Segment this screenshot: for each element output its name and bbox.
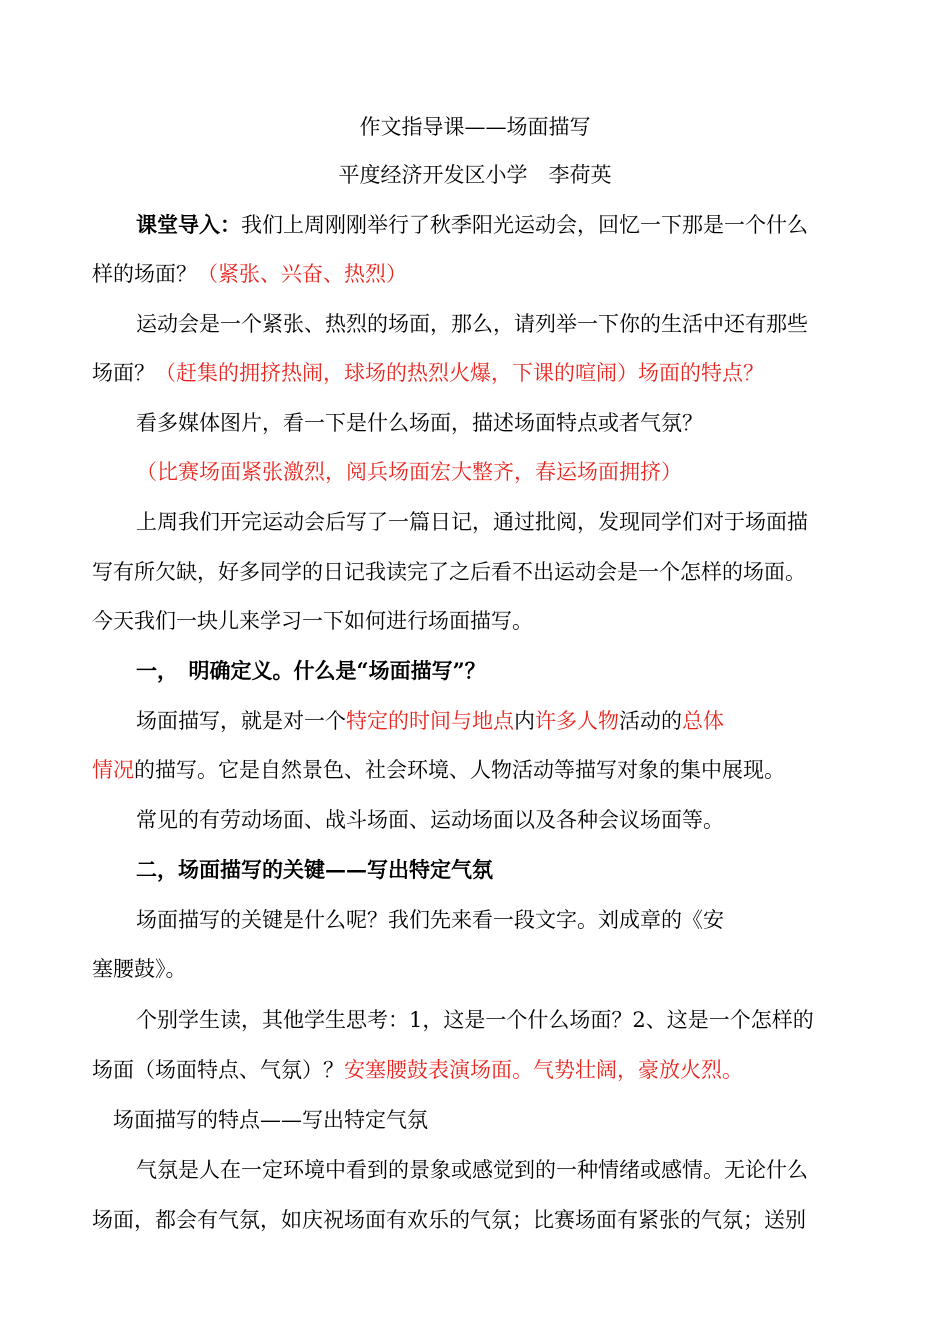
intro-paragraph-line-2	[92, 259, 407, 289]
reading-answer: 安塞腰鼓表演场面。气势壮阔，豪放火烈。	[344, 1058, 743, 1082]
reading-question: 场面（场面特点、气氛）？	[92, 1058, 344, 1082]
definition-text-h: 的描写。它是自然景色、社会环境、人物活动等描写对象的集中展现。	[134, 758, 785, 782]
intro-label: 课堂导入：	[136, 212, 241, 237]
scene-question: 场面？	[92, 361, 155, 385]
section-heading-2: 二，场面描写的关键——写出特定气氛	[136, 857, 493, 882]
key-paragraph-line-2: 塞腰鼓》。	[92, 957, 187, 981]
author-line: 平度经济开发区小学 李荷英	[338, 163, 612, 187]
definition-text-c: 内	[514, 709, 535, 733]
subheading: 场面描写的特点——写出特定气氛	[113, 1108, 428, 1132]
definition-highlight-time-place: 特定的时间与地点	[346, 709, 514, 733]
intro-answer: （紧张、兴奋、热烈）	[197, 262, 407, 286]
definition-text-e: 活动的	[619, 709, 682, 733]
media-paragraph: 看多媒体图片，看一下是什么场面，描述场面特点或者气氛？	[136, 411, 703, 435]
definition-highlight-situation: 情况	[92, 758, 134, 782]
scene-paragraph-line-2	[92, 358, 764, 388]
diary-paragraph-line-1: 上周我们开完运动会后写了一篇日记，通过批阅，发现同学们对于场面描	[136, 510, 808, 534]
intro-question: 样的场面？	[92, 262, 197, 286]
definition-line-1	[136, 706, 724, 736]
definition-text-a: 场面描写，就是对一个	[136, 709, 346, 733]
scene-answer: （赶集的拥挤热闹，球场的热烈火爆，下课的喧闹）场面的特点？	[155, 361, 764, 385]
media-answer: （比赛场面紧张激烈，阅兵场面宏大整齐，春运场面拥挤）	[136, 460, 682, 484]
definition-highlight-people: 许多人物	[535, 709, 619, 733]
definition-line-2	[92, 755, 785, 785]
scene-paragraph-line-1: 运动会是一个紧张、热烈的场面，那么，请列举一下你的生活中还有那些	[136, 312, 808, 336]
diary-paragraph-line-3: 今天我们一块儿来学习一下如何进行场面描写。	[92, 609, 533, 633]
intro-text: 我们上周刚刚举行了秋季阳光运动会，回忆一下那是一个什么	[241, 213, 808, 237]
key-paragraph-line-1: 场面描写的关键是什么呢？我们先来看一段文字。刘成章的《安	[136, 908, 724, 932]
definition-highlight-overall: 总体	[682, 709, 724, 733]
common-scenes-line: 常见的有劳动场面、战斗场面、运动场面以及各种会议场面等。	[136, 808, 724, 832]
atmosphere-paragraph-line-1: 气氛是人在一定环境中看到的景象或感觉到的一种情绪或感情。无论什么	[136, 1158, 808, 1182]
section-heading-1: 一， 明确定义。什么是“场面描写”？	[136, 658, 486, 683]
diary-paragraph-line-2: 写有所欠缺，好多同学的日记我读完了之后看不出运动会是一个怎样的场面。	[92, 560, 806, 584]
reading-paragraph-line-1: 个别学生读，其他学生思考：1，这是一个什么场面？2、这是一个怎样的	[136, 1008, 814, 1032]
intro-paragraph-line-1	[136, 210, 808, 240]
reading-paragraph-line-2	[92, 1055, 743, 1085]
document-title: 作文指导课——场面描写	[359, 115, 591, 139]
atmosphere-paragraph-line-2: 场面，都会有气氛，如庆祝场面有欢乐的气氛；比赛场面有紧张的气氛；送别	[92, 1208, 806, 1232]
